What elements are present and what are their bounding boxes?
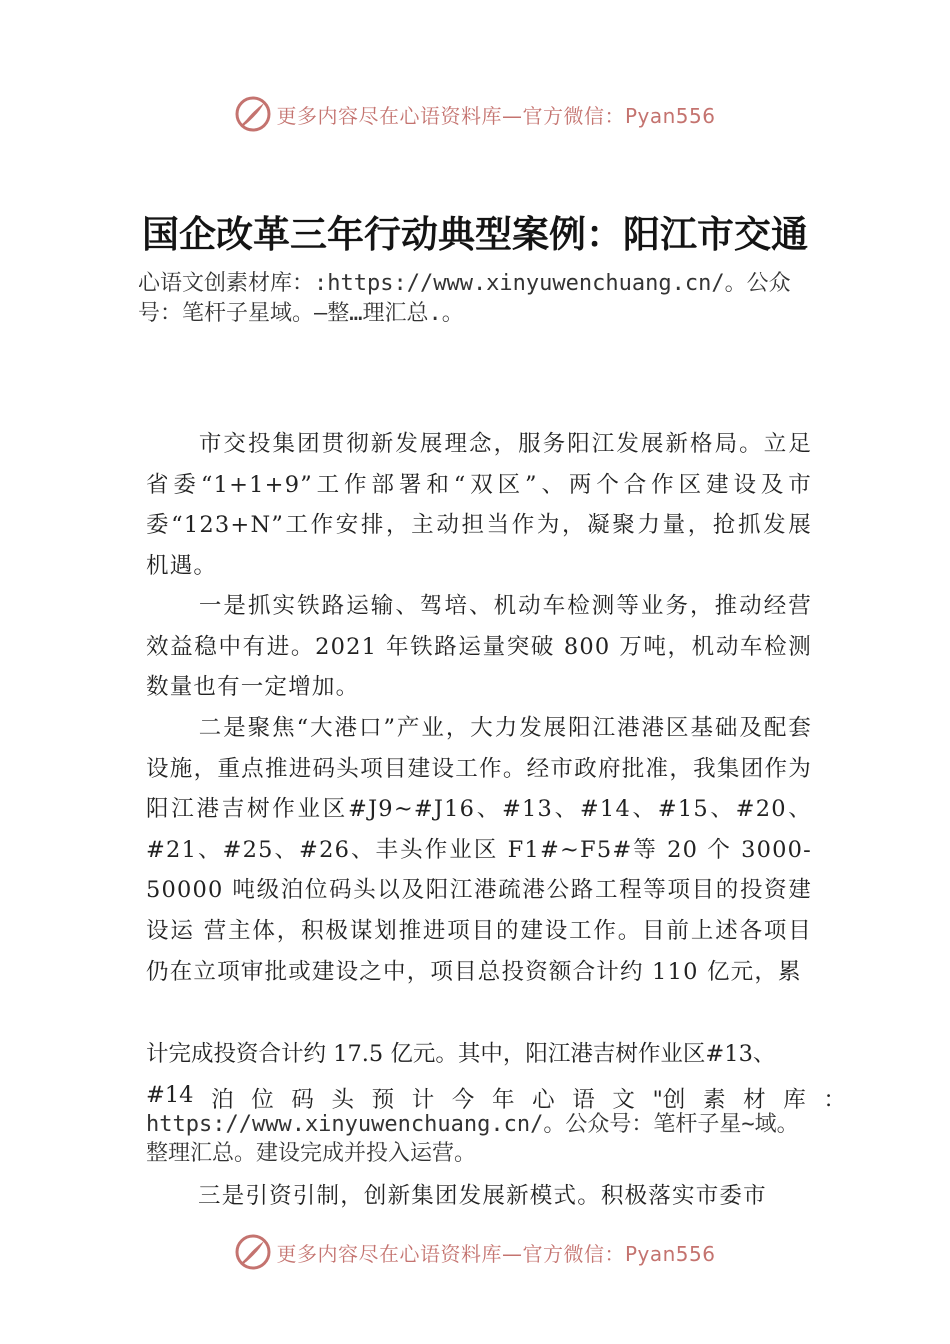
inline-note-word: 位 [251, 1087, 274, 1113]
paragraph-intro-text: 市交投集团贯彻新发展理念，服务阳江发展新格局。立足省委“1+1+9”工作部署和“双区”、两个合作区建设及市委“123+N”工作安排，主动担当作为，凝聚力量，抢抓发展 机遇。 [146, 431, 812, 579]
inline-note-word: 材 [743, 1087, 766, 1113]
header-banner [0, 92, 950, 136]
inline-note-word: 库 [783, 1087, 806, 1113]
inline-note-prefix: #14 [146, 1082, 194, 1108]
source-note-line-1: 心语文创素材库：:https://www.xinyuwenchuang.cn/。公众 [138, 271, 791, 296]
inline-note-word: 头 [331, 1087, 354, 1113]
inline-note-word: 年 [491, 1087, 515, 1113]
footer-banner [0, 1230, 950, 1274]
inline-note-word: 素 [702, 1087, 726, 1113]
paragraph-point-three [146, 1176, 812, 1217]
inline-note-word: 预 [371, 1087, 395, 1113]
inline-note-word: ： [823, 1087, 846, 1113]
paragraph-point-two-text: 二是聚焦“大港口”产业，大力发展阳江港港区基础及配套设施，重点推进码头项目建设工作。经市政府批准，我集团作为阳江港吉树作业区#J9~#J16、#13、#14、#15、#20、#21、#25、#26、丰头作业区 F1#~F5#等 20 个 3000-50000 吨级泊位码头以及阳江港疏港公路工程等项目的投资建设运 营主体，积极谋划推进项目的建设工作。目前上述各项目仍在立项审批或建设之中，项目总投资额合计约 110 亿元，累 [146, 715, 812, 985]
inline-note-word: 今 [451, 1087, 475, 1113]
header-banner-text: 更多内容尽在心语资料库—官方微信：Pyan556 [276, 103, 716, 128]
inline-note-word: 泊 [211, 1087, 234, 1113]
document-title: 国企改革三年行动典型案例：阳江市交通 [142, 212, 808, 256]
quill-logo-icon [234, 95, 272, 133]
paragraph-intro [146, 424, 812, 586]
inline-note-word: 心 [532, 1087, 555, 1113]
inline-note-line-2: https://www.xinyuwenchuang.cn/。公众号：笔杆子星~域。 [146, 1112, 799, 1137]
paragraph-point-one-text: 一是抓实铁路运输、驾培、机动车检测等业务，推动经营效益稳中有进。2021 年铁路运量突破 800 万吨，机动车检测数量也有一定增加。 [146, 593, 812, 701]
inline-note-word: 语 [572, 1087, 595, 1113]
paragraph-point-two [146, 708, 812, 992]
inline-note-word: 码 [291, 1087, 314, 1113]
inline-note-line-3: 整理汇总。建设完成并投入运营。 [146, 1141, 477, 1166]
inline-note-word: 计 [411, 1087, 435, 1113]
paragraph-point-two-continuation: 计完成投资合计约 17.5 亿元。其中，阳江港吉树作业区#13、 [146, 1041, 776, 1067]
inline-note-word: 文 [612, 1087, 635, 1113]
inline-note-line-1 [146, 1082, 846, 1114]
footer-banner-text: 更多内容尽在心语资料库—官方微信：Pyan556 [276, 1241, 716, 1266]
paragraph-point-three-text: 三是引资引制，创新集团发展新模式。积极落实市委市 [198, 1183, 767, 1209]
quill-logo-icon [234, 1233, 272, 1271]
paragraph-point-one [146, 586, 812, 708]
source-note-line-2: 号：笔杆子星域。—整…理汇总.。 [138, 301, 464, 326]
inline-note-word: "创 [652, 1087, 686, 1113]
